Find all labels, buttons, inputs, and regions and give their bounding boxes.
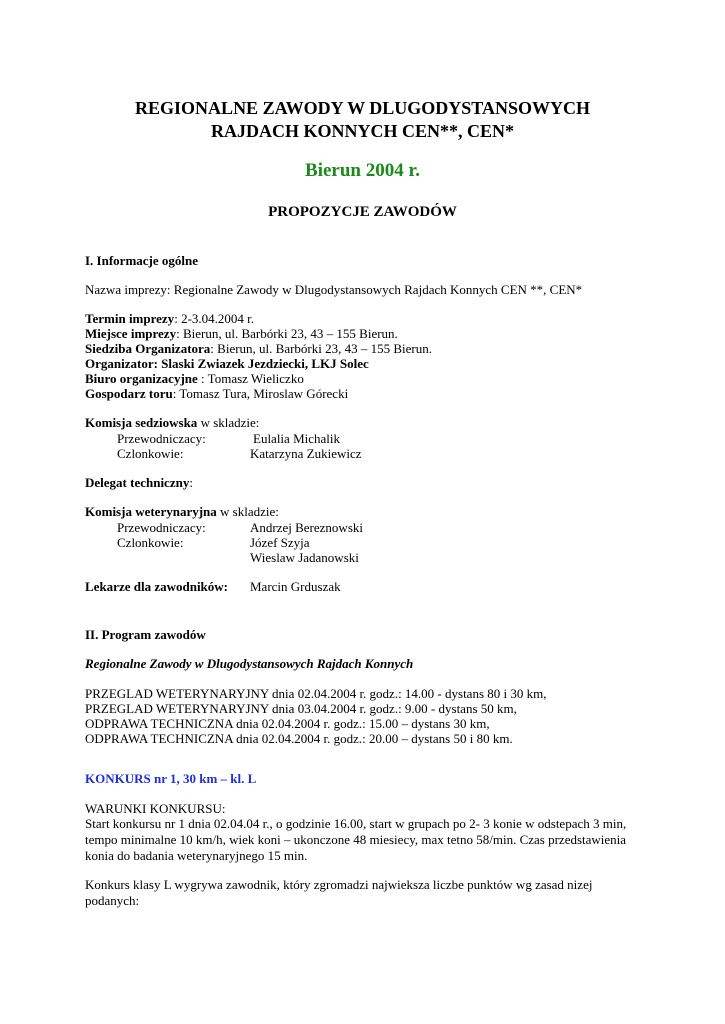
konkurs-1-conditions-label: WARUNKI KONKURSU: — [85, 801, 226, 816]
delegate-suffix: : — [189, 475, 193, 490]
event-city-year: Bierun 2004 r. — [305, 160, 420, 181]
judges-members-label: Czlonkowie: — [117, 446, 184, 461]
info-organizer — [85, 356, 369, 372]
document-subtitle: PROPOZYCJE ZAWODÓW — [268, 204, 457, 220]
vet-label: Komisja weterynaryjna — [85, 504, 217, 519]
vet-members-label: Czlonkowie: — [117, 535, 184, 550]
info-track-host-label: Gospodarz toru — [85, 386, 173, 401]
info-date-value: 2-3.04.2004 r. — [181, 311, 255, 326]
section-1-heading: I. Informacje ogólne — [85, 253, 199, 268]
schedule-line: ODPRAWA TECHNICZNA dnia 02.04.2004 r. godz.: 20.00 – dystans 50 i 80 km. — [85, 731, 513, 746]
schedule-line: PRZEGLAD WETERYNARYJNY dnia 02.04.2004 r. godz.: 14.00 - dystans 80 i 30 km, — [85, 686, 547, 701]
vet-suffix: w skladzie: — [216, 504, 279, 519]
vet-heading — [85, 504, 279, 520]
judges-chair-name: Eulalia Michalik — [253, 431, 341, 446]
info-organizer-seat-sep: : — [210, 341, 218, 356]
document-title-line1: REGIONALNE ZAWODY W DLUGODYSTANSOWYCH — [135, 98, 590, 118]
info-track-host-value: Tomasz Tura, Miroslaw Górecki — [179, 386, 349, 401]
info-organizer-seat-value: Bierun, ul. Barbórki 23, 43 – 155 Bierun. — [217, 341, 433, 356]
info-venue — [85, 326, 398, 342]
judges-suffix: w skladzie: — [197, 415, 260, 430]
info-track-host — [85, 386, 348, 402]
judges-chair-label: Przewodniczacy: — [117, 431, 206, 446]
konkurs-1-conditions-text: Start konkursu nr 1 dnia 02.04.04 r., o godzinie 16.00, start w grupach po 2- 3 konie w odstepach 3 min, tempo minimalne 10 km/h, wiek koni – ukonczone 48 miesiecy, max tetno 58/min. Czas przedstawienia konia do badania weterynaryjnego 15 min. — [85, 816, 627, 863]
konkurs-1-winner-text: Konkurs klasy L wygrywa zawodnik, który zgromadzi najwieksza liczbe punktów wg zasad nizej podanych: — [85, 877, 593, 908]
vet-chair-name: Andrzej Bereznowski — [250, 520, 363, 535]
section-2-heading: II. Program zawodów — [85, 627, 206, 642]
vet-member-name-1: Józef Szyja — [250, 535, 310, 550]
konkurs-1-heading: KONKURS nr 1, 30 km – kl. L — [85, 771, 257, 786]
info-organizer-label: Organizator: Slaski Zwiazek Jezdziecki, LKJ Solec — [85, 356, 369, 371]
info-office — [85, 371, 304, 387]
doctors-label: Lekarze dla zawodników: — [85, 579, 228, 594]
info-date — [85, 311, 254, 327]
info-track-host-sep: : — [172, 386, 180, 401]
info-organizer-seat — [85, 341, 432, 357]
info-office-sep: : — [197, 371, 208, 386]
info-date-label: Termin imprezy — [85, 311, 175, 326]
delegate-label: Delegat techniczny — [85, 475, 190, 490]
vet-member-name-2: Wieslaw Jadanowski — [250, 550, 359, 565]
info-organizer-seat-label: Siedziba Organizatora — [85, 341, 211, 356]
judges-member-name: Katarzyna Zukiewicz — [250, 446, 362, 461]
doctors-name: Marcin Grduszak — [250, 579, 341, 594]
judges-heading — [85, 415, 259, 431]
judges-label: Komisja sedziowska — [85, 415, 198, 430]
info-venue-label: Miejsce imprezy — [85, 326, 177, 341]
info-office-value: Tomasz Wieliczko — [207, 371, 304, 386]
info-date-sep: : — [174, 311, 182, 326]
info-venue-value: Bierun, ul. Barbórki 23, 43 – 155 Bierun. — [182, 326, 398, 341]
schedule-line: PRZEGLAD WETERYNARYJNY dnia 03.04.2004 r. godz.: 9.00 - dystans 50 km, — [85, 701, 517, 716]
delegate-line — [85, 475, 193, 491]
schedule-line: ODPRAWA TECHNICZNA dnia 02.04.2004 r. godz.: 15.00 – dystans 30 km, — [85, 716, 490, 731]
document-title-line2: RAJDACH KONNYCH CEN**, CEN* — [210, 121, 514, 141]
info-office-label: Biuro organizacyjne — [85, 371, 198, 386]
info-venue-sep: : — [176, 326, 183, 341]
section-2-subheading: Regionalne Zawody w Dlugodystansowych Rajdach Konnych — [85, 656, 414, 671]
event-name: Nazwa imprezy: Regionalne Zawody w Dlugodystansowych Rajdach Konnych CEN **, CEN* — [85, 282, 583, 297]
vet-chair-label: Przewodniczacy: — [117, 520, 206, 535]
